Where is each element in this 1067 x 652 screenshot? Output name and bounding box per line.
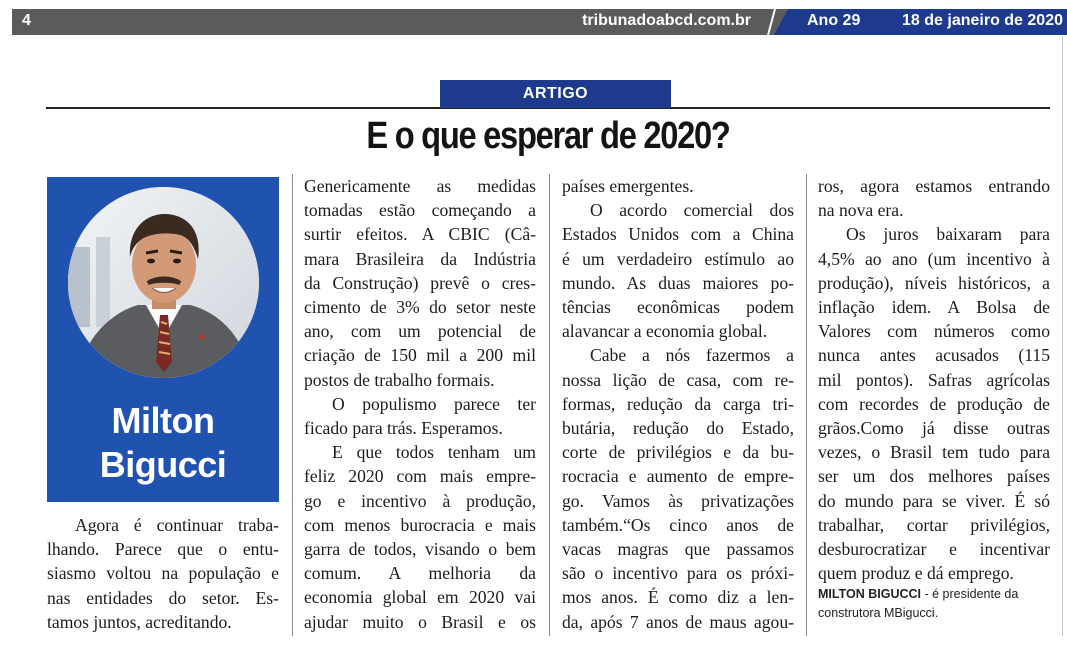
author-first-name: Milton xyxy=(111,400,215,441)
author-name xyxy=(47,399,279,487)
text-line: do mundo para se viver. É só xyxy=(818,490,1050,511)
text-line: na nova era. xyxy=(818,200,904,221)
text-line: 4,5% ao ano (um incentivo à xyxy=(818,248,1050,269)
article-column-1 xyxy=(47,513,279,634)
text-line: produção), níveis históricos, a xyxy=(818,272,1050,293)
text-line: comum. A melhoria da xyxy=(304,563,536,584)
text-line: O populismo parece ter xyxy=(332,393,536,414)
text-line: tamos juntos, acreditando. xyxy=(47,611,232,632)
author-photo-illustration xyxy=(68,187,259,378)
text-line: ficado para trás. Esperamos. xyxy=(304,418,503,439)
article-headline: E o que esperar de 2020? xyxy=(366,115,730,157)
text-line: Estados Unidos com a China xyxy=(562,224,794,245)
author-last-name: Bigucci xyxy=(99,444,227,485)
text-line: siasmo voltou na população e xyxy=(47,563,279,584)
text-line: ajudar muito o Brasil e os xyxy=(304,611,536,632)
text-line: cimento de 3% do setor neste xyxy=(304,297,536,318)
text-line: vacas magras que passamos xyxy=(562,539,794,560)
author-box xyxy=(47,177,279,502)
text-line: mundo. As duas maiores po- xyxy=(562,272,794,293)
text-line: mara Brasileira da Indústria xyxy=(304,248,536,269)
text-line: ser um dos melhores países xyxy=(818,466,1050,487)
text-line: criação de 150 mil a 200 mil xyxy=(304,345,536,366)
site-name: tribunadoabcd.com.br xyxy=(582,12,751,29)
text-line: mos anos. É como diz a len- xyxy=(562,587,794,608)
header-divider xyxy=(767,9,776,35)
text-line: tências econômicas podem xyxy=(562,297,794,318)
text-line: com menos burocracia e mais xyxy=(304,514,536,535)
text-line: butária, redução do Estado, xyxy=(562,418,794,439)
page-edge-line xyxy=(1062,36,1063,636)
article-column-3 xyxy=(562,174,794,634)
text-line: vezes, o Brasil tem tudo para xyxy=(818,442,1050,463)
text-line: Agora é continuar traba- xyxy=(75,515,279,535)
text-line: países emergentes. xyxy=(562,176,694,196)
text-line: Os juros baixaram para xyxy=(846,224,1050,245)
text-line: postos de trabalho formais. xyxy=(304,369,495,390)
edition-year: Ano 29 xyxy=(807,12,861,29)
text-line: são o incentivo para os próxi- xyxy=(562,563,794,584)
text-line: O acordo comercial dos xyxy=(590,200,794,221)
text-line: quem produz e dá emprego. xyxy=(818,563,1014,584)
text-line: ano, com um potencial de xyxy=(304,321,536,342)
column-divider xyxy=(549,174,550,636)
text-line: Cabe a nós fazermos a xyxy=(590,345,794,366)
column-divider xyxy=(806,174,807,636)
column-divider xyxy=(292,174,293,636)
text-line: rocracia e aumento de empre- xyxy=(562,466,794,487)
text-line: nossa lição de casa, com re- xyxy=(562,369,794,390)
text-line: economia global em 2020 vai xyxy=(304,587,536,608)
text-line: é um verdadeiro estímulo ao xyxy=(562,248,794,269)
text-line: corte de privilégios e da bu- xyxy=(562,442,794,463)
text-line: alavancar a economia global. xyxy=(562,321,768,342)
text-line: da Construção) prevê o cres- xyxy=(304,272,536,293)
signoff-text-2: construtora MBigucci. xyxy=(818,606,939,621)
text-line: garra de todos, visando o bem xyxy=(304,539,536,560)
page-number: 4 xyxy=(22,12,31,29)
text-line: da, após 7 anos de maus agou- xyxy=(562,611,794,632)
text-line: Genericamente as medidas xyxy=(304,176,536,196)
section-label: ARTIGO xyxy=(440,80,671,108)
text-line: ros, agora estamos entrando xyxy=(818,176,1050,196)
text-line: com recordes de produção de xyxy=(818,393,1050,414)
text-line: go. Vamos às privatizações xyxy=(562,490,794,511)
text-line: surtir efeitos. A CBIC (Câ- xyxy=(304,224,536,245)
text-line: desburocratizar e incentivar xyxy=(818,539,1050,560)
text-line: go e incentivo à produção, xyxy=(304,490,536,511)
text-line: lhando. Parece que o entu- xyxy=(47,539,279,560)
author-portrait xyxy=(68,187,259,378)
page-header-bar xyxy=(12,9,1067,35)
text-line: também.“Os cinco anos de xyxy=(562,514,794,535)
text-line: E que todos tenham um xyxy=(332,442,536,463)
article-column-2 xyxy=(304,174,536,634)
text-line: feliz 2020 com mais empre- xyxy=(304,466,536,487)
text-line: nas entidades do setor. Es- xyxy=(47,587,279,608)
text-line: grãos.Como já disse outras xyxy=(818,418,1050,439)
text-line: inflação idem. A Bolsa de xyxy=(818,297,1050,318)
column-4-lines xyxy=(818,174,1050,585)
text-line: nunca antes acusados (115 xyxy=(818,345,1050,366)
signoff-name: MILTON BIGUCCI xyxy=(818,587,922,602)
text-line: trabalhar, cortar privilégios, xyxy=(818,514,1050,535)
author-signoff xyxy=(818,585,1050,623)
text-line: formas, redução da carga tri- xyxy=(562,393,794,414)
text-line: mil pontos). Safras agrícolas xyxy=(818,369,1050,390)
text-line: tomadas estão começando a xyxy=(304,200,536,221)
edition-date: 18 de janeiro de 2020 xyxy=(902,12,1063,29)
signoff-text-1: - é presidente da xyxy=(921,587,1019,602)
article-column-4 xyxy=(818,174,1050,623)
text-line: Valores com números como xyxy=(818,321,1050,342)
